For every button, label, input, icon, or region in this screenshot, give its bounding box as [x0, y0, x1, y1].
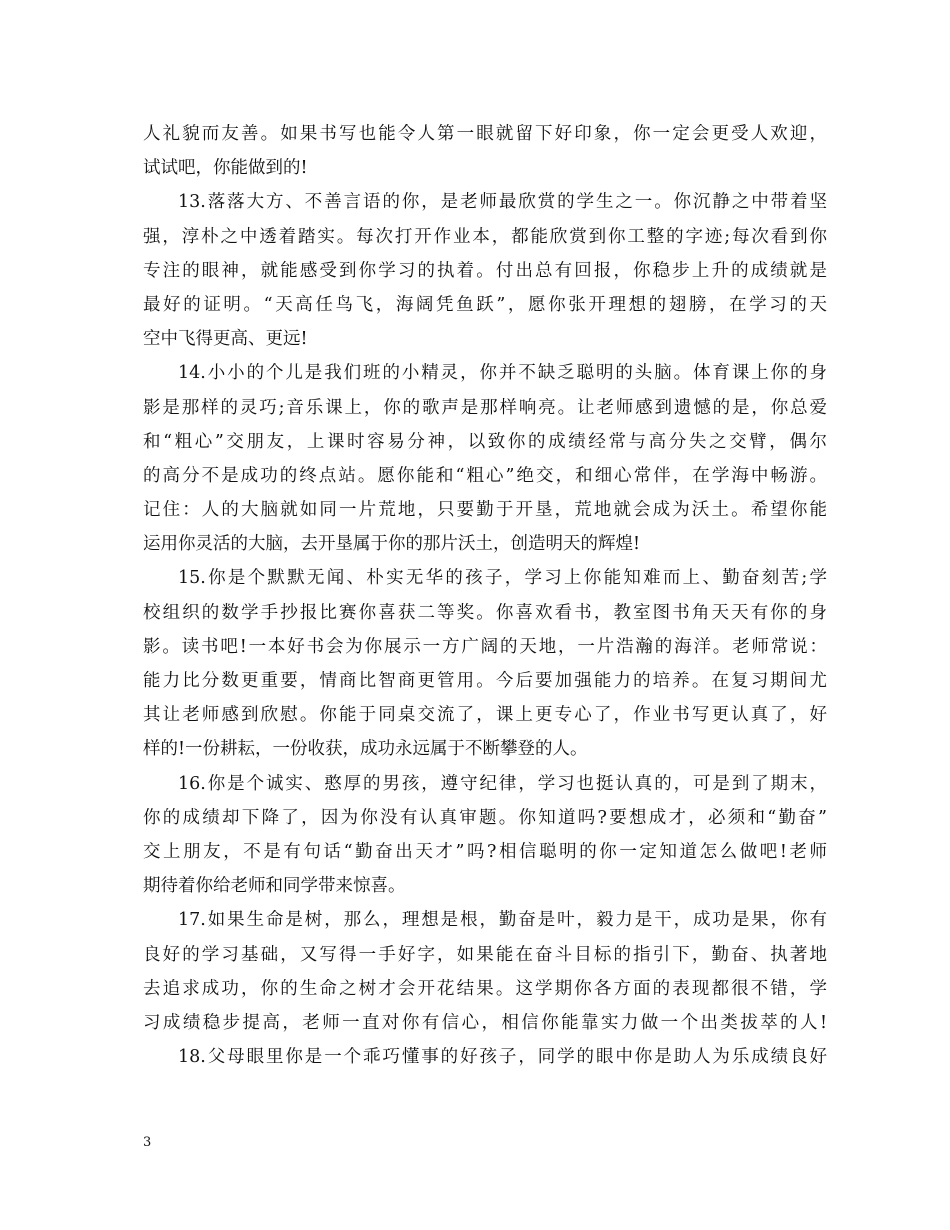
text-line: 影。读书吧!一本好书会为你展示一方广阔的天地，一片浩瀚的海洋。老师常说：	[143, 636, 827, 657]
text-line: 试试吧，你能做到的!	[143, 158, 308, 179]
paragraph-start-line: 15.你是个默默无闻、朴实无华的孩子，学习上你能知难而上、勤奋刻苦;学	[178, 568, 827, 589]
text-line: 人礼貌而友善。如果书写也能令人第一眼就留下好印象，你一定会更受人欢迎，	[143, 124, 827, 144]
text-line: 和“粗心”交朋友，上课时容易分神，以致你的成绩经常与高分失之交臂，偶尔	[143, 431, 827, 452]
text-line: 交上朋友，不是有句话“勤奋出天才”吗?相信聪明的你一定知道怎么做吧!老师	[143, 841, 827, 862]
paragraph-start-line: 14.小小的个儿是我们班的小精灵，你并不缺乏聪明的头脑。体育课上你的身	[178, 363, 827, 384]
text-line: 期待着你给老师和同学带来惊喜。	[143, 876, 406, 897]
text-line: 的高分不是成功的终点站。愿你能和“粗心”绝交，和细心常伴，在学海中畅游。	[143, 465, 827, 486]
text-line: 其让老师感到欣慰。你能于同桌交流了，课上更专心了，作业书写更认真了，好	[143, 705, 827, 726]
page-number: 3	[143, 1135, 152, 1150]
text-line: 样的!一份耕耘，一份收获，成功永远属于不断攀登的人。	[143, 739, 588, 760]
text-line: 运用你灵活的大脑，去开垦属于你的那片沃土，创造明天的辉煌!	[143, 534, 641, 555]
paragraph-start-line: 17.如果生命是树，那么，理想是根，勤奋是叶，毅力是干，成功是果，你有	[178, 910, 827, 931]
paragraph-start-line: 16.你是个诚实、憨厚的男孩，遵守纪律，学习也挺认真的，可是到了期末，	[178, 773, 827, 794]
text-line: 习成绩稳步提高，老师一直对你有信心，相信你能靠实力做一个出类拔萃的人!	[143, 1012, 827, 1033]
document-body	[143, 117, 827, 1074]
text-line: 最好的证明。“天高任鸟飞，海阔凭鱼跃”，愿你张开理想的翅膀，在学习的天	[143, 294, 827, 315]
text-line: 空中飞得更高、更远!	[143, 329, 308, 350]
text-line: 去追求成功，你的生命之树才会开花结果。这学期你各方面的表现都很不错，学	[143, 978, 827, 999]
text-line: 记住：人的大脑就如同一片荒地，只要勤于开垦，荒地就会成为沃土。希望你能	[143, 500, 827, 521]
text-line: 良好的学习基础，又写得一手好字，如果能在奋斗目标的指引下，勤奋、执著地	[143, 944, 827, 965]
paragraph-start-line: 18.父母眼里你是一个乖巧懂事的好孩子，同学的眼中你是助人为乐成绩良好	[178, 1047, 827, 1068]
text-line: 影是那样的灵巧;音乐课上，你的歌声是那样响亮。让老师感到遗憾的是，你总爱	[143, 397, 827, 418]
text-line: 你的成绩却下降了，因为你没有认真审题。你知道吗?要想成才，必须和“勤奋”	[143, 807, 827, 828]
text-line: 校组织的数学手抄报比赛你喜获二等奖。你喜欢看书，教室图书角天天有你的身	[143, 602, 827, 623]
text-line: 强，淳朴之中透着踏实。每次打开作业本，都能欣赏到你工整的字迹;每次看到你	[143, 226, 827, 247]
text-line: 专注的眼神，就能感受到你学习的执着。付出总有回报，你稳步上升的成绩就是	[143, 260, 827, 281]
paragraph-start-line: 13.落落大方、不善言语的你，是老师最欣赏的学生之一。你沉静之中带着坚	[178, 192, 827, 213]
text-line: 能力比分数更重要，情商比智商更管用。今后要加强能力的培养。在复习期间尤	[143, 671, 827, 691]
